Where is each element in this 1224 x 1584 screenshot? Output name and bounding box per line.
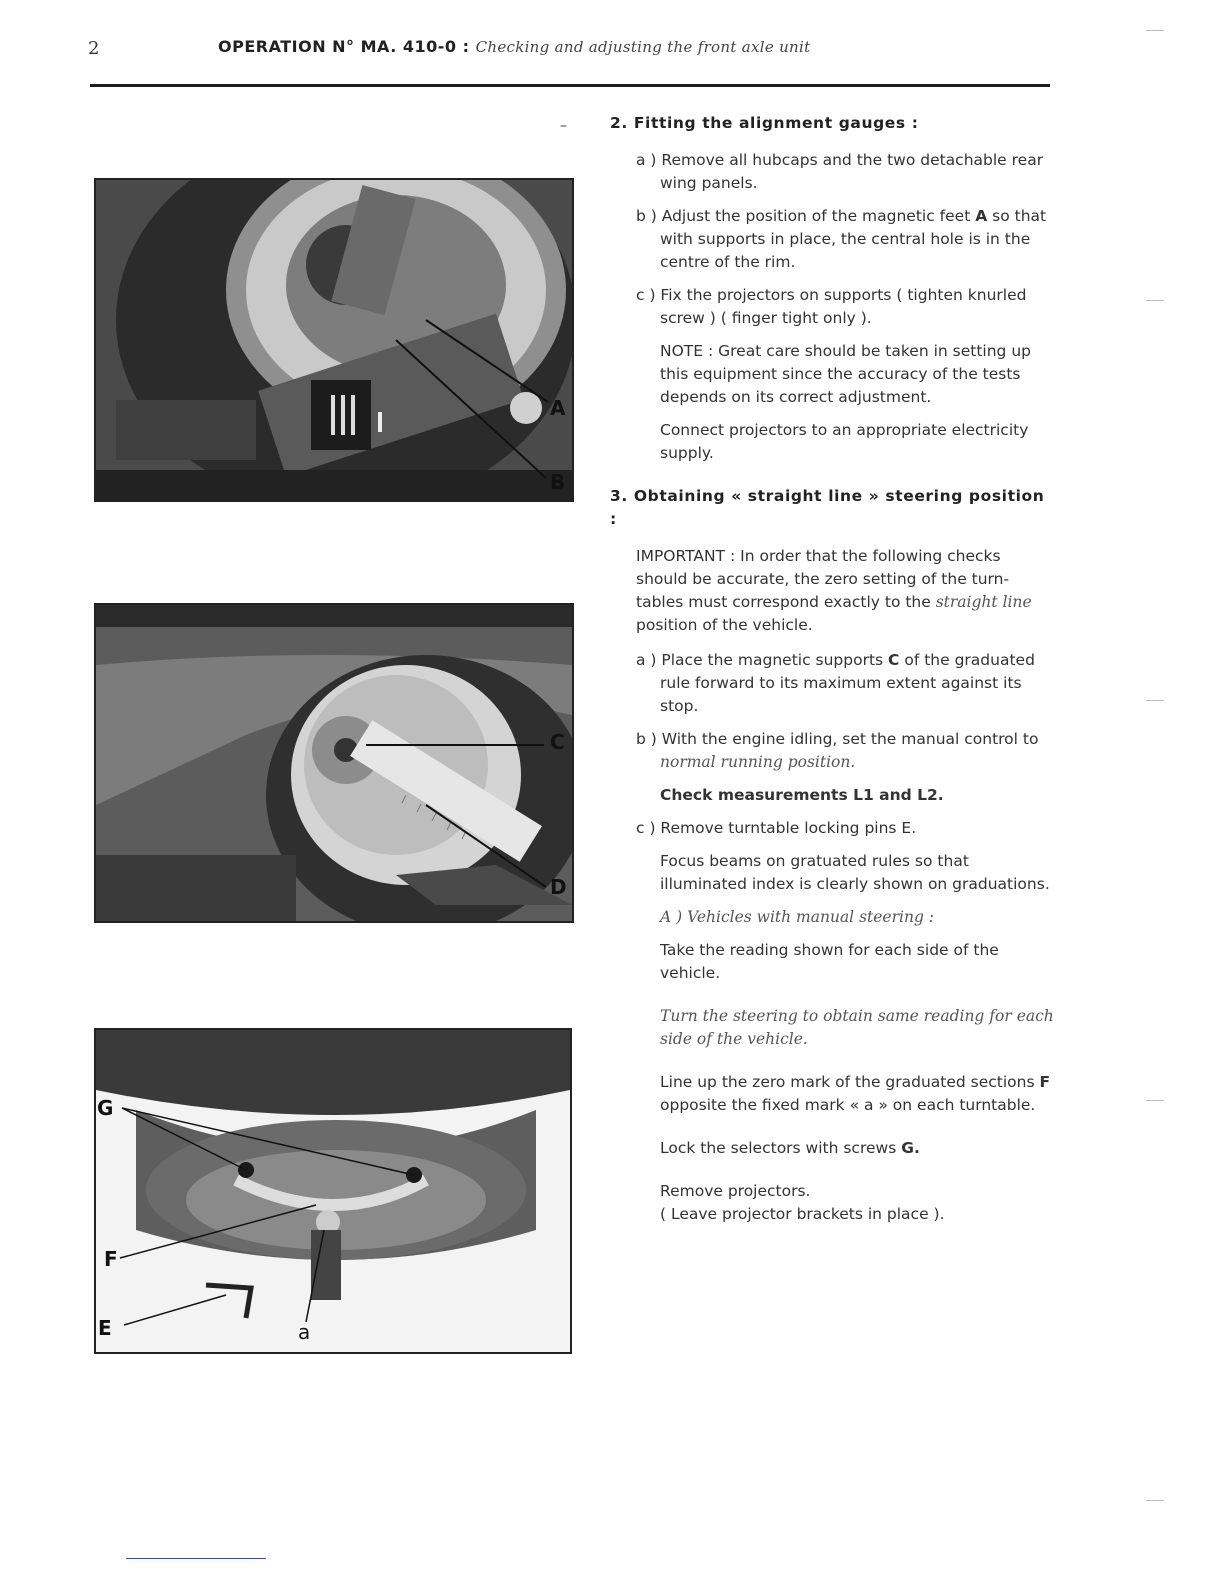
step-2b-pre: b ) Adjust the position of the magnetic feet <box>636 207 976 225</box>
connect-paragraph: Connect projectors to an appropriate electricity supply. <box>660 421 1029 462</box>
important-paragraph <box>610 545 1055 637</box>
important-post: position of the vehicle. <box>636 616 813 634</box>
label-F: F <box>104 1247 118 1271</box>
step-2b-post: so that with supports in place, the central hole is in the centre of the rim. <box>660 207 1047 271</box>
lock-pre: Lock the selectors with screws <box>660 1139 902 1157</box>
margin-mark <box>1146 1100 1164 1101</box>
page-header <box>218 37 810 56</box>
margin-mark <box>1146 300 1164 301</box>
margin-mark <box>1146 1500 1164 1501</box>
lineup-ref: F <box>1039 1073 1051 1091</box>
label-a: a <box>298 1320 311 1344</box>
step-3b <box>610 728 1055 774</box>
rule-photo-illustration <box>96 605 572 921</box>
turntable-photo-illustration <box>96 1030 570 1352</box>
step-3b-ital: normal running position. <box>660 753 856 771</box>
step-3c: c ) Remove turntable locking pins E. <box>636 819 917 837</box>
label-A: A <box>550 396 566 420</box>
lineup-pre: Line up the zero mark of the graduated sections <box>660 1073 1040 1091</box>
header-rule <box>90 84 1050 87</box>
step-3a-pre: a ) Place the magnetic supports <box>636 651 889 669</box>
lock-paragraph <box>610 1137 1055 1160</box>
important-ital: straight line <box>935 593 1032 611</box>
figure-projector-on-wheel <box>94 178 574 502</box>
check-measurements: Check measurements L1 and L2. <box>660 786 944 804</box>
margin-mark <box>1146 30 1164 31</box>
lock-ref: G. <box>901 1139 920 1157</box>
margin-dash: – <box>560 118 567 134</box>
figure-graduated-rule <box>94 603 574 923</box>
instructions-column <box>610 112 1055 1236</box>
note-paragraph: NOTE : Great care should be taken in setting up this equipment since the accuracy of the tests depends on its correct adjustment. <box>660 342 1031 406</box>
step-3b-pre: b ) With the engine idling, set the manual control to <box>636 730 1039 748</box>
label-C: C <box>550 730 565 754</box>
figure-turntable <box>94 1028 572 1354</box>
label-B: B <box>550 470 566 494</box>
section-2-heading: 2. Fitting the alignment gauges : <box>610 114 919 132</box>
step-2c: c ) Fix the projectors on supports ( tighten knurled screw ) ( finger tight only ). <box>636 286 1027 327</box>
operation-number: OPERATION N° MA. 410-0 : <box>218 37 470 56</box>
turn-steering-paragraph: Turn the steering to obtain same reading for each side of the vehicle. <box>660 1007 1054 1048</box>
margin-mark <box>1146 700 1164 701</box>
footer-line <box>126 1558 266 1559</box>
step-3a-post: of the graduated rule forward to its maximum extent against its stop. <box>660 651 1035 715</box>
step-3a <box>610 649 1055 718</box>
label-E: E <box>98 1316 112 1340</box>
lineup-paragraph <box>610 1071 1055 1117</box>
operation-subtitle: Checking and adjusting the front axle unit <box>475 38 811 56</box>
step-3a-ref: C <box>888 651 900 669</box>
focus-paragraph: Focus beams on gratuated rules so that illuminated index is clearly shown on graduations. <box>660 852 1050 893</box>
leave-brackets: ( Leave projector brackets in place ). <box>660 1205 945 1223</box>
page-number: 2 <box>88 38 100 59</box>
remove-projectors: Remove projectors. <box>660 1182 811 1200</box>
manual-steering-heading: A ) Vehicles with manual steering : <box>660 908 935 926</box>
step-2b-ref: A <box>975 207 988 225</box>
label-D: D <box>550 875 567 899</box>
important-pre: IMPORTANT : In order that the following checks should be accurate, the zero setting of the turn-tables must correspond exactly to the <box>636 547 1010 611</box>
step-2a: a ) Remove all hubcaps and the two detachable rear wing panels. <box>636 151 1044 192</box>
section-3-heading: 3. Obtaining « straight line » steering position : <box>610 487 1045 528</box>
step-2b <box>610 205 1055 274</box>
label-G: G <box>97 1096 114 1120</box>
projector-photo-illustration <box>96 180 572 500</box>
lineup-post: opposite the fixed mark « a » on each turntable. <box>660 1096 1036 1114</box>
take-reading-paragraph: Take the reading shown for each side of the vehicle. <box>660 941 999 982</box>
